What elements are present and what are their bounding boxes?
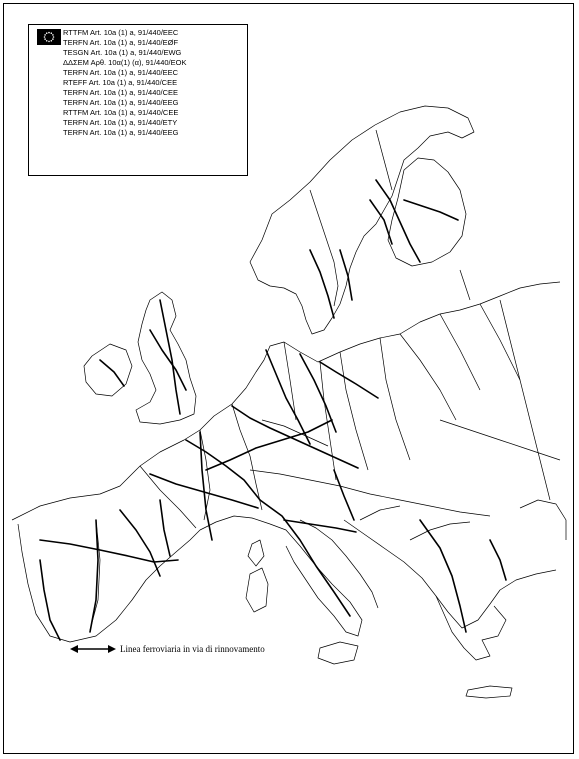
rail-line (420, 520, 466, 632)
legend-line-11: TERFN Art. 10a (1) a, 91/440/EEG (63, 128, 179, 137)
rail-line (40, 540, 178, 562)
rail-line (340, 250, 352, 300)
rail-network (40, 180, 506, 640)
rail-line (284, 520, 356, 532)
sweden-finland-border (376, 130, 392, 190)
rail-line (40, 560, 60, 640)
double-arrow-icon (70, 645, 116, 653)
inner-borders (90, 304, 520, 630)
iberia-outline (18, 524, 200, 642)
scandinavia-outline (250, 106, 474, 334)
black-sea-coast (520, 500, 566, 540)
legend-line-4: ΔΔΣΕΜ Αρθ. 10α(1) (α), 91/440/ΕΟΚ (63, 58, 187, 67)
rail-line (376, 180, 420, 262)
ireland-outline (84, 344, 132, 396)
legend-line-1: RTTFM Art. 10a (1) a, 91/440/EEC (63, 28, 179, 37)
rail-line (404, 200, 458, 220)
balkans-coast (344, 520, 556, 628)
finland-outline (388, 158, 466, 266)
continental-coast (12, 282, 560, 520)
rail-line (260, 500, 350, 616)
legend-box (28, 24, 248, 176)
legend-line-10: TERFN Art. 10a (1) a, 91/440/ETY (63, 118, 178, 127)
legend-line-2: TERFN Art. 10a (1) a, 91/440/EØF (63, 38, 179, 47)
rail-line (334, 470, 354, 520)
corsica-outline (248, 540, 264, 566)
legend-line-9: RTTFM Art. 10a (1) a, 91/440/CEE (63, 108, 179, 117)
legend-line-8: TERFN Art. 10a (1) a, 91/440/EEG (63, 98, 179, 107)
rail-line (160, 300, 180, 414)
crete-outline (466, 686, 512, 698)
france-med-coast (200, 516, 270, 530)
eu-flag-icon (37, 29, 61, 45)
map-caption: Linea ferroviaria in via di rinnovamento (120, 644, 265, 654)
russia-borders (440, 270, 560, 500)
sardinia-outline (246, 568, 268, 612)
great-britain-outline (136, 292, 196, 424)
legend-line-3: TESGN Art. 10a (1) a, 91/440/EWG (63, 48, 182, 57)
sweden-norway-border (310, 190, 338, 306)
legend-line-5: TERFN Art. 10a (1) a, 91/440/EEC (63, 68, 179, 77)
legend-line-6: RTEFF Art. 10a (1) a, 91/440/CEE (63, 78, 178, 87)
rail-line (120, 510, 160, 576)
rail-line (200, 432, 212, 540)
rail-line (320, 362, 378, 398)
greece-outline (436, 596, 506, 660)
sicily-outline (318, 642, 358, 664)
rail-line (160, 500, 170, 556)
legend-line-7: TERFN Art. 10a (1) a, 91/440/CEE (63, 88, 179, 97)
rail-line (490, 540, 506, 580)
rail-line (310, 250, 334, 318)
rail-line (186, 440, 260, 500)
rail-line (100, 360, 124, 386)
